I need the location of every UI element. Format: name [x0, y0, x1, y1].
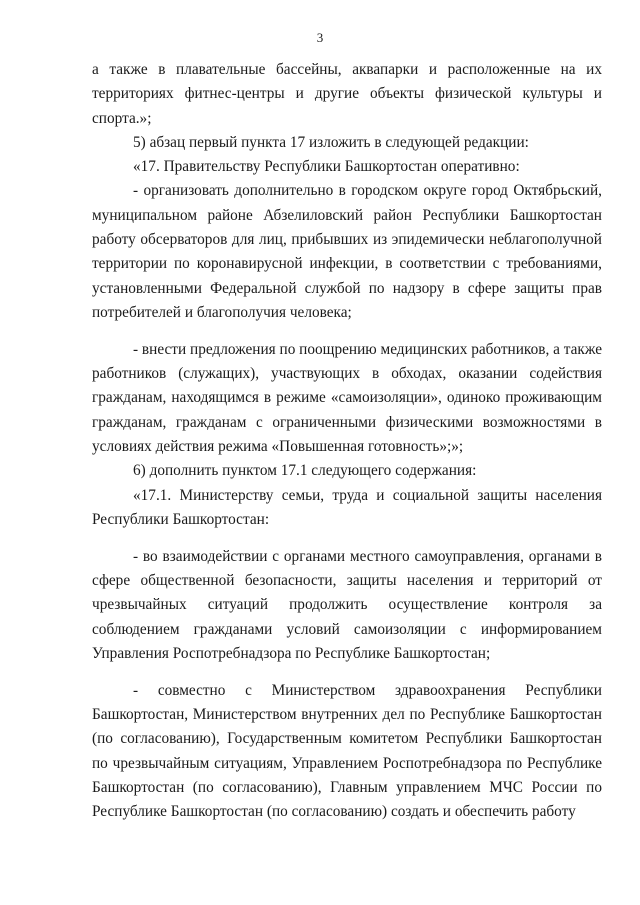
paragraph-item-5: 5) абзац первый пункта 17 изложить в следующей редакции:: [133, 133, 529, 151]
paragraph-organize-observers: - организовать дополнительно в городском округе город Октябрьский, муниципальном районе Абзелиловский район Республики Башкортостан работу обсерваторов для лиц, прибывших из эпидемически неблагополучной территории по коронавирусной инфекции, в соответствии с требованиями, установленными Федеральной службой по надзору в сфере защиты прав потребителей и благополучия человека;: [92, 182, 602, 321]
paragraph-continuation: а также в плавательные бассейны, аквапарки и расположенные на их территориях фитнес-центры и другие объекты физической культуры и спорта.»;: [92, 61, 602, 127]
paragraph-medical-incentives: - внести предложения по поощрению медицинских работников, а также работников (служащих), участвующих в обходах, оказании содействия гражданам, находящимся в режиме «самоизоляции», одиноко проживающим гражданам, гражданам с ограниченными физическими возможностями в условиях действия режима «Повышенная готовность»;»;: [92, 340, 602, 455]
paragraph-item-6: 6) дополнить пунктом 17.1 следующего содержания:: [133, 462, 477, 480]
paragraph-self-isolation-control: - во взаимодействии с органами местного самоуправления, органами в сфере общественной безопасности, защиты населения и территорий от чрезвычайных ситуаций продолжить осуществление контроля за соблюдением гражданами условий самоизоляции с информированием Управления Роспотребнадзора по Республике Башкортостан;: [92, 547, 602, 662]
paragraph-point-17: «17. Правительству Республики Башкортостан оперативно:: [133, 158, 520, 176]
paragraph-joint-work: - совместно с Министерством здравоохранения Республики Башкортостан, Министерством внутренних дел по Республике Башкортостан (по согласованию), Государственным комитетом Республики Башкортостан по чрезвычайным ситуациям, Управлением Роспотребнадзора по Республике Башкортостан (по согласованию), Главным управлением МЧС России по Республике Башкортостан (по согласованию) создать и обеспечить работу: [92, 681, 602, 821]
page-number: 3: [316, 30, 324, 45]
document-body: [92, 58, 602, 824]
paragraph-point-17-1: «17.1. Министерству семьи, труда и социальной защиты населения Республики Башкортостан:: [92, 486, 602, 528]
